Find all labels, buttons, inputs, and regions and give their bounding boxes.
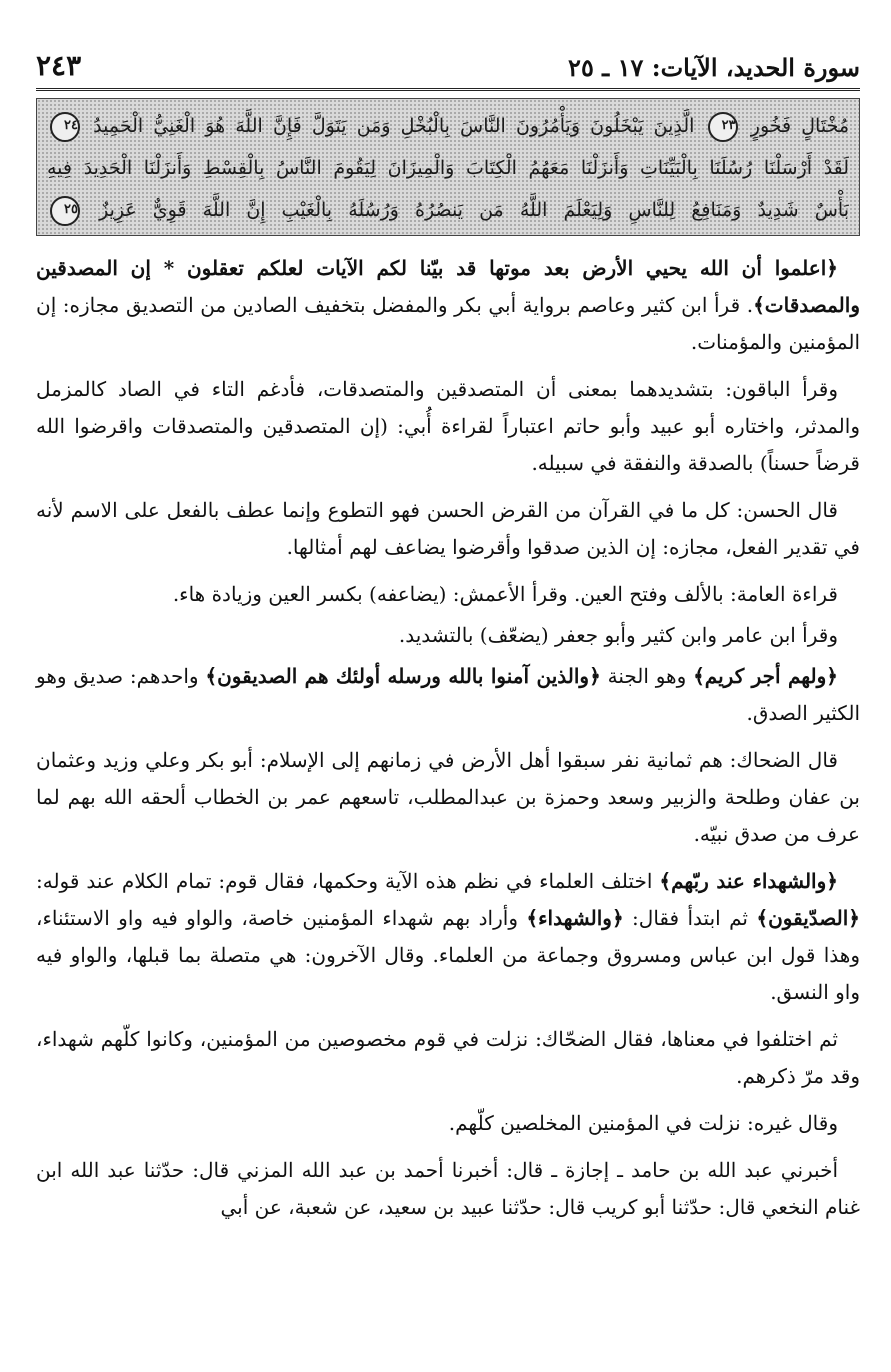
paragraph-text: . قرأ ابن كثير وعاصم برواية أبي بكر والمفضل بتخفيف الصادين من التصديق مجازه: إن المؤمنين والمؤمنات. <box>36 293 860 354</box>
quoted-verse: ﴿والشهداء عند ربّهم﴾ <box>659 869 838 893</box>
paragraph-text: وأراد بهم شهداء المؤمنين خاصة، والواو فيه واو الاستئناء، وهذا قول ابن عباس ومسروق وجماعة من العلماء. وقال الآخرون: هي متصلة بما قبلها، والواو فيه واو النسق. <box>36 906 860 1004</box>
book-page <box>36 0 860 1372</box>
paragraph: ثم اختلفوا في معناها، فقال الضحّاك: نزلت في قوم مخصوصين من المؤمنين، وكانوا كلّهم شهداء، وقد مرّ ذكرهم. <box>36 1027 860 1088</box>
quran-text: الَّذِينَ يَبْخَلُونَ وَيَأْمُرُونَ النَّاسَ بِالْبُخْلِ وَمَن يَتَوَلَّ فَإِنَّ اللَّهَ هُوَ الْغَنِيُّ الْحَمِيدُ <box>93 115 695 137</box>
quran-line-3 <box>47 189 849 231</box>
quran-line-2 <box>47 147 849 189</box>
paragraph <box>36 250 860 361</box>
commentary-text <box>36 250 860 1236</box>
quran-text: بَأْسٌ شَدِيدٌ وَمَنَافِعُ لِلنَّاسِ وَلِيَعْلَمَ اللَّهُ مَن يَنصُرُهُ وَرُسُلَهُ بِالْغَيْبِ إِنَّ اللَّهَ قَوِيٌّ عَزِيزٌ <box>99 199 849 221</box>
quoted-verse: ﴿الصدّيقون﴾ <box>756 906 860 930</box>
paragraph: وقال غيره: نزلت في المؤمنين المخلصين كلّهم. <box>448 1111 838 1135</box>
quoted-verse: ﴿والشهداء﴾ <box>526 906 624 930</box>
paragraph-text: ثم ابتدأ فقال: <box>623 906 757 930</box>
paragraph <box>36 658 860 732</box>
page-number: ٢٤٣ <box>36 49 82 82</box>
paragraph <box>36 863 860 1011</box>
quoted-verse: ﴿ولهم أجر كريم﴾ <box>693 664 838 688</box>
ayah-number-marker: ٢٥ <box>50 196 80 226</box>
ayah-number-marker: ٢٣ <box>708 112 738 142</box>
paragraph: أخبرني عبد الله بن حامد ـ إجازة ـ قال: أخبرنا أحمد بن عبد الله المزني قال: حدّثنا عبد الله ابن غنام النخعي قال: حدّثنا أبو كريب قال: حدّثنا عبيد بن سعيد، عن شعبة، عن أبي <box>36 1158 860 1219</box>
paragraph: قال الضحاك: هم ثمانية نفر سبقوا أهل الأرض في زمانهم إلى الإسلام: أبو بكر وعلي وزيد وعثمان بن عفان وطلحة والزبير وسعد وحمزة بن عبدالمطلب، تاسعهم عمر بن الخطاب ألحقه الله بهم لما عرف من صدق نبيّه. <box>36 748 861 846</box>
quran-line-1 <box>47 105 849 147</box>
paragraph: وقرأ ابن عامر وابن كثير وأبو جعفر (يضعّف) بالتشديد. <box>398 623 838 647</box>
surah-title: سورة الحديد، الآيات: ١٧ ـ ٢٥ <box>568 53 860 82</box>
paragraph-text: اختلف العلماء في نظم هذه الآية وحكمها، فقال قوم: تمام الكلام عند قوله: <box>36 869 660 893</box>
paragraph: قراءة العامة: بالألف وفتح العين. وقرأ الأعمش: (يضاعفه) بكسر العين وزيادة هاء. <box>172 582 838 606</box>
quran-text: مُخْتَالٍ فَخُورٍ <box>750 115 849 137</box>
paragraph-text: وهو الجنة <box>600 664 694 688</box>
quoted-verse: ﴿اعلموا أن الله يحيي الأرض بعد موتها قد بيّنا لكم الآيات لعلكم تعقلون * إن المصدقين والمصدقات﴾ <box>36 256 860 317</box>
quoted-verse: ﴿والذين آمنوا بالله ورسله أولئك هم الصديقون﴾ <box>205 664 601 688</box>
paragraph: وقرأ الباقون: بتشديدهما بمعنى أن المتصدقين والمتصدقات، فأدغم التاء في الصاد كالمزمل والمدثر، واختاره أبو عبيد وأبو حاتم اعتباراً لقراءة أُبي: (إن المتصدقين والمتصدقات واقرضوا الله قرضاً حسناً) بالصدقة والنفقة في سبيله. <box>36 377 860 475</box>
page-header <box>36 42 860 91</box>
paragraph-text: واحدهم: صديق وهو الكثير الصدق. <box>36 664 860 725</box>
ayah-number-marker: ٢٤ <box>50 112 80 142</box>
paragraph: قال الحسن: كل ما في القرآن من القرض الحسن فهو التطوع وإنما عطف بالفعل على الاسم لأنه في تقدير الفعل، مجازه: إن الذين صدقوا وأقرضوا يضاعف لهم أمثالها. <box>36 498 860 559</box>
quran-text: لَقَدْ أَرْسَلْنَا رُسُلَنَا بِالْبَيِّنَاتِ وَأَنزَلْنَا مَعَهُمُ الْكِتَابَ وَالْمِيزَانَ لِيَقُومَ النَّاسُ بِالْقِسْطِ وَأَنزَلْنَا الْحَدِيدَ فِيهِ <box>47 157 849 179</box>
quran-verses-box <box>36 98 860 236</box>
